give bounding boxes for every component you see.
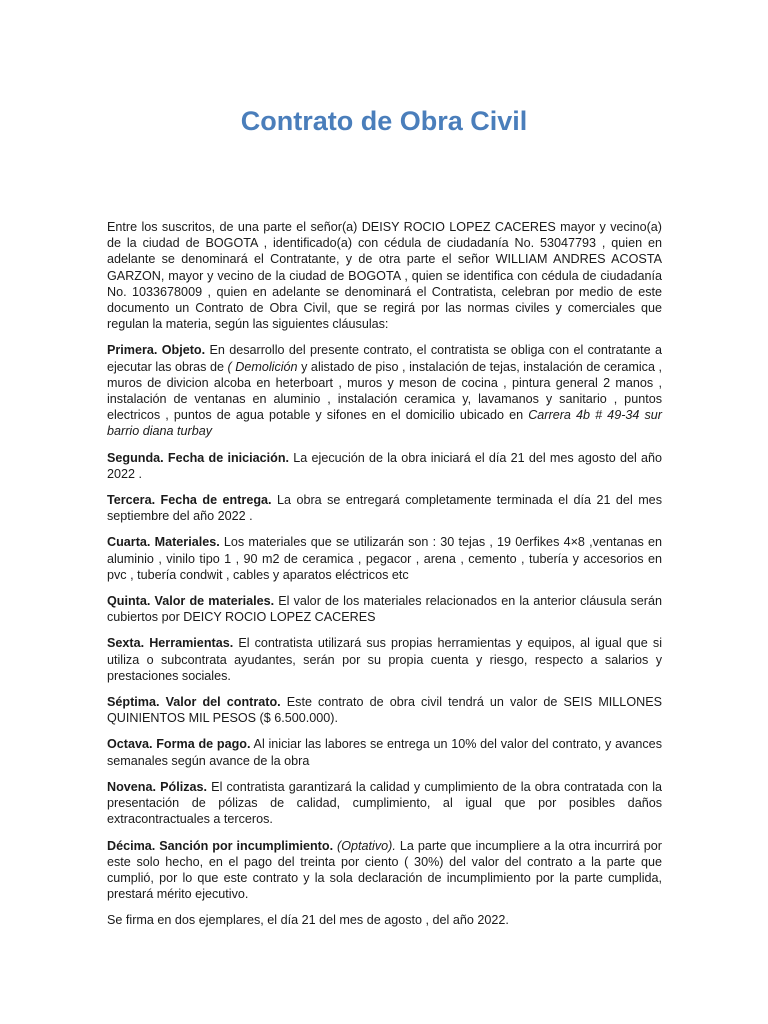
clause-heading: Séptima. Valor del contrato.	[107, 695, 281, 710]
clause-text: El contratista garantizará la calidad y cumplimiento de la obra contratada con la presentación de pólizas de calidad, cumplimiento, al igual que por posibles daños extracontractuales a terceros.	[107, 779, 662, 827]
clause-text: Este contrato de obra civil tendrá un valor de SEIS MILLONES QUINIENTOS MIL PESOS ($ 6.500.000).	[107, 695, 663, 726]
clause-heading: Sexta. Herramientas.	[107, 636, 234, 651]
clause-text: Los materiales que se utilizarán son : 30 tejas , 19 0erfikes 4×8 ,ventanas en aluminio , vinilo tipo 1 , 90 m2 de ceramica , pegacor , arena , cemento , tubería y accesorios en pvc , tubería condwit , cables y aparatos eléctricos etc	[107, 535, 662, 582]
clause-primera	[107, 342, 662, 439]
clause-address: Carrera 4b # 49-34 sur barrio diana turbay	[107, 408, 662, 439]
clause-text: El valor de los materiales relacionados en la anterior cláusula serán cubiertos por DEICY ROCIO LOPEZ CACERES	[107, 594, 662, 625]
clause-text: La obra se entregará completamente terminada el día 21 del mes septiembre del año 2022 .	[107, 493, 662, 524]
clause-sexta	[107, 635, 662, 684]
clause-text: y alistado de piso , instalación de tejas, instalación de ceramica , muros de divicion alcoba en heterboart , muros y meson de cocina , pintura general 2 manos , instalación de ventanas en aluminio , instalación ceramica y, lavamanos y sanitario , puntos electricos , puntos de agua potable y sifones en el domicilio ubicado en	[107, 359, 662, 423]
clause-heading: Quinta. Valor de materiales.	[107, 594, 275, 609]
clause-tercera	[107, 492, 662, 524]
clause-heading: Décima. Sanción por incumplimiento.	[107, 838, 334, 853]
clause-heading: Tercera. Fecha de entrega.	[107, 493, 272, 508]
clause-italic-text: ( Demolición	[227, 359, 298, 374]
clause-text: La parte que incumpliere a la otra incurrirá por este solo hecho, en el pago del treinta por ciento ( 30%) del valor del contrato a la parte que cumplió, por lo que este contrato y la sola declaración de incumplimiento por la parte cumplida, prestará mérito ejecutivo.	[107, 838, 662, 902]
clause-heading: Cuarta. Materiales.	[107, 535, 220, 550]
closing-paragraph: Se firma en dos ejemplares, el día 21 del mes de agosto , del año 2022.	[107, 913, 509, 928]
clause-septima	[107, 694, 662, 726]
clause-quinta	[107, 593, 662, 625]
clause-text: El contratista utilizará sus propias herramientas y equipos, al igual que si utiliza o subcontrata ayudantes, serán por su propia cuenta y riesgo, respecto a salarios y prestaciones sociales.	[107, 636, 662, 683]
clause-heading: Octava. Forma de pago.	[107, 737, 251, 752]
clause-text: En desarrollo del presente contrato, el contratista se obliga con el contratante a ejecutar las obras de	[107, 343, 662, 374]
clause-optional-note: (Optativo).	[333, 838, 396, 853]
document-body	[107, 219, 662, 939]
clause-heading: Primera. Objeto.	[107, 343, 206, 358]
document-title: Contrato de Obra Civil	[240, 106, 528, 136]
clause-text: La ejecución de la obra iniciará el día 21 del mes agosto del año 2022 .	[107, 450, 662, 481]
clause-octava	[107, 736, 662, 768]
clause-cuarta	[107, 534, 662, 583]
clause-text: Al iniciar las labores se entrega un 10% del valor del contrato, y avances semanales según avance de la obra	[107, 737, 662, 768]
intro-paragraph: Entre los suscritos, de una parte el señor(a) DEISY ROCIO LOPEZ CACERES mayor y vecino(a) de la ciudad de BOGOTA , identificado(a) con cédula de ciudadanía No. 53047793 , quien en adelante se denominará el Contratante, y de otra parte el señor WILLIAM ANDRES ACOSTA GARZON, mayor y vecino de la ciudad de BOGOTA , quien se identifica con cédula de ciudadanía No. 1033678009 , quien en adelante se denominará el Contratista, celebran por medio de este documento un Contrato de Obra Civil, que se regirá por las normas civiles y comerciales que regulan la materia, según las siguientes cláusulas:	[107, 220, 662, 332]
clause-novena	[107, 779, 662, 828]
clause-heading: Segunda. Fecha de iniciación.	[107, 450, 290, 465]
clause-segunda	[107, 450, 662, 482]
clause-decima	[107, 838, 662, 903]
clause-heading: Novena. Pólizas.	[107, 779, 208, 794]
